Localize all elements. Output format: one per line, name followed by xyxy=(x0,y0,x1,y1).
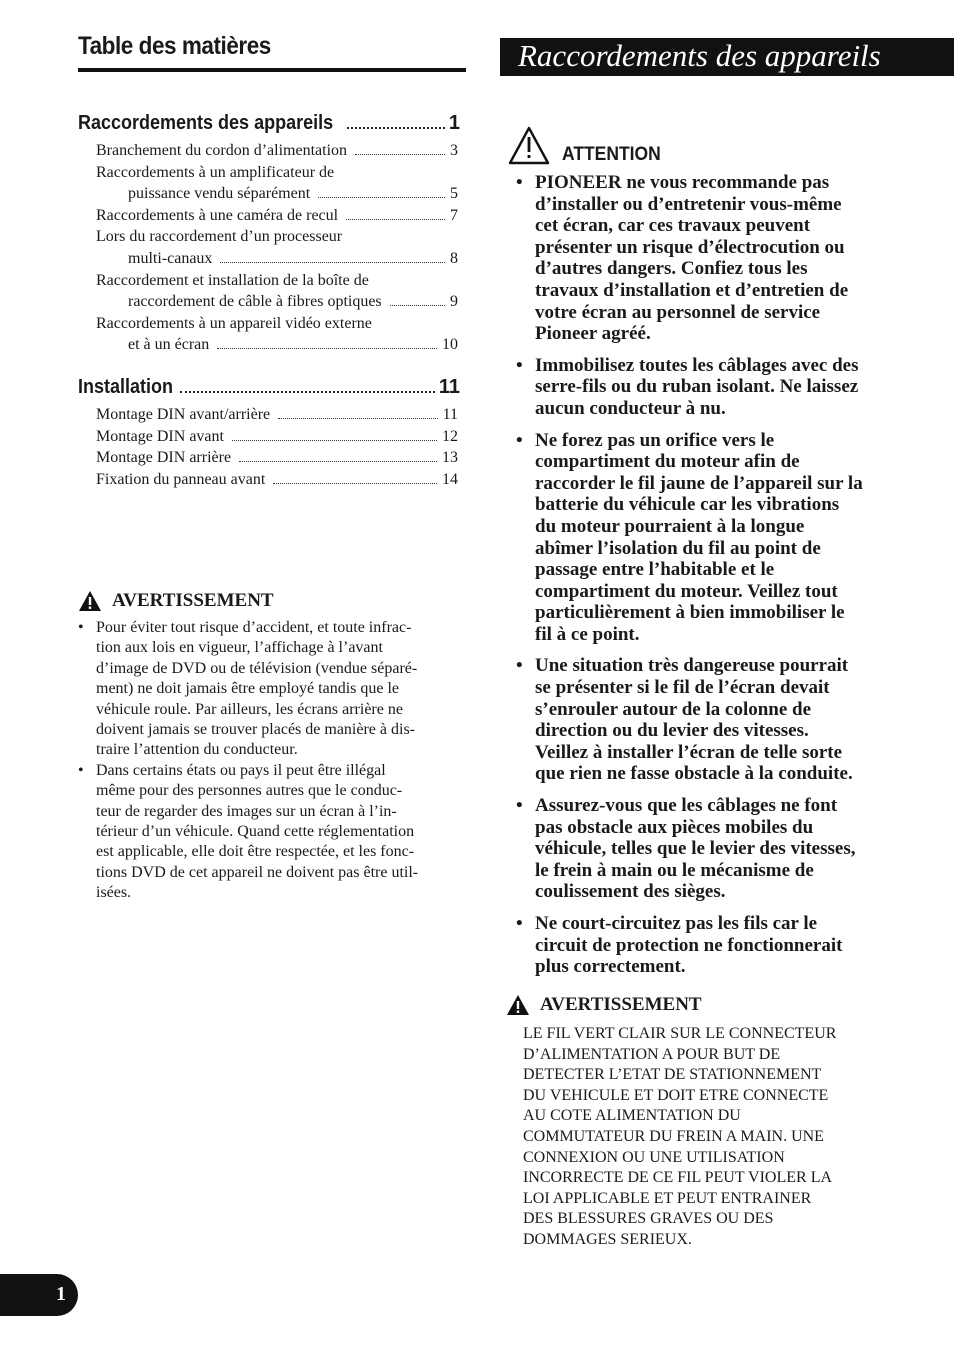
attention-line: passage entre l’habitable et le xyxy=(535,559,775,581)
warning-line: AU COTE ALIMENTATION DU xyxy=(523,1107,741,1125)
toc-section-installation[interactable] xyxy=(78,376,460,404)
toc-item-page: 11 xyxy=(442,405,458,423)
toc-leader xyxy=(180,390,435,393)
warning-line: doivent jamais se trouver placés de manière à dis- xyxy=(96,721,415,739)
warning-line: même pour des personnes autres que le conduc- xyxy=(96,782,403,800)
toc-item-page: 7 xyxy=(450,206,458,224)
attention-triangle-icon xyxy=(508,126,550,166)
attention-line: plus correctement. xyxy=(535,956,686,978)
attention-list xyxy=(508,172,928,978)
toc-item-page: 8 xyxy=(450,249,458,267)
attention-line: coulissement des sièges. xyxy=(535,881,726,903)
toc-leader xyxy=(220,262,445,263)
attention-heading xyxy=(508,122,928,166)
warning-line: véhicule roule. Par ailleurs, les écrans arrière ne xyxy=(96,700,403,718)
toc-item-label: Montage DIN avant xyxy=(96,427,224,445)
warning-line: LE FIL VERT CLAIR SUR LE CONNECTEUR xyxy=(523,1025,837,1042)
warning-line: CONNEXION OU UNE UTILISATION xyxy=(523,1148,785,1166)
warning-line: traire l’attention du conducteur. xyxy=(96,741,298,759)
toc-item-label: Raccordements à une caméra de recul xyxy=(96,206,339,224)
warning-triangle-icon xyxy=(78,590,102,612)
attention-bullet xyxy=(508,430,928,646)
toc-item-label[interactable]: Raccordements à un appareil vidéo externe xyxy=(96,314,372,332)
section-banner xyxy=(500,38,954,76)
bullet-dot-icon: • xyxy=(78,761,84,779)
toc-item-label[interactable]: Raccordement et installation de la boîte de xyxy=(96,271,369,289)
toc-item[interactable] xyxy=(96,334,460,356)
warning-line: térieur d’un véhicule. Quand cette réglementation xyxy=(96,823,415,841)
toc-item-page: 10 xyxy=(442,336,458,354)
attention-line: travaux d’installation et d’entretien de xyxy=(535,279,849,301)
attention-line: batterie du véhicule car les vibrations xyxy=(535,494,840,516)
bullet-dot-icon: • xyxy=(516,655,523,677)
page-number: 1 xyxy=(56,1283,66,1305)
attention-line: le frein à main ou le mécanisme de xyxy=(535,859,814,881)
toc-section-label: Installation xyxy=(78,375,174,398)
warning-line: INCORRECTE DE CE FIL PEUT VIOLER LA xyxy=(523,1169,833,1187)
warning-line: DU VEHICULE ET DOIT ETRE CONNECTE xyxy=(523,1086,829,1104)
warning-line: DETECTER L’ETAT DE STATIONNEMENT xyxy=(523,1066,822,1084)
attention-line: pas obstacle aux pièces mobiles du xyxy=(535,816,814,838)
section-banner-title: Raccordements des appareils xyxy=(518,38,881,73)
attention-box xyxy=(508,122,928,988)
toc-item-label[interactable]: Raccordements à un amplificateur de xyxy=(96,163,335,181)
toc-item-label: et à un écran xyxy=(128,336,210,354)
toc-item-page: 3 xyxy=(450,142,458,159)
attention-line: PIONEER ne vous recommande pas xyxy=(535,172,830,193)
attention-line: véhicule, telles que le levier des vitesses, xyxy=(535,838,856,860)
toc-item-page: 12 xyxy=(442,427,458,445)
warning-list xyxy=(78,618,466,904)
attention-line: Pioneer agréé. xyxy=(535,323,651,345)
warning-heading xyxy=(78,588,466,614)
attention-bullet xyxy=(508,355,928,420)
toc-leader xyxy=(355,154,445,155)
toc-leader xyxy=(346,219,445,220)
toc-item-label: Montage DIN avant/arrière xyxy=(96,405,271,423)
attention-bullet xyxy=(508,172,928,345)
toc-item-page: 14 xyxy=(442,470,458,488)
warning-line: Pour éviter tout risque d’accident, et toute infrac- xyxy=(96,619,412,636)
toc-leader xyxy=(347,126,444,129)
attention-line: serre-fils ou du ruban isolant. Ne laissez xyxy=(535,376,859,398)
toc-title xyxy=(78,32,466,72)
toc-leader xyxy=(390,305,445,306)
attention-bullet xyxy=(508,795,928,903)
warning-bullet xyxy=(78,761,466,904)
attention-line: d’autres dangers. Confiez tous les xyxy=(535,258,808,280)
toc-item-label: Montage DIN arrière xyxy=(96,449,232,467)
toc-item-label: Branchement du cordon d’alimentation xyxy=(96,142,348,159)
toc-section-page: 1 xyxy=(448,112,460,134)
toc-section-page: 11 xyxy=(438,375,460,398)
attention-line: compartiment du moteur. Veillez tout xyxy=(535,580,838,602)
toc-leader xyxy=(273,483,437,484)
attention-line: cet écran, car ces travaux peuvent xyxy=(535,215,811,237)
toc-leader xyxy=(232,440,437,441)
warning-line: D’ALIMENTATION A POUR BUT DE xyxy=(523,1045,781,1063)
warning-line: d’image de DVD ou de télévision (vendue séparé- xyxy=(96,659,418,677)
toc-item-label[interactable]: Lors du raccordement d’un processeur xyxy=(96,228,343,246)
toc-leader xyxy=(278,418,437,419)
toc-leader xyxy=(239,461,437,462)
warning-line: est applicable, elle doit être respectée, et les fonc- xyxy=(96,843,415,861)
toc-item-page: 9 xyxy=(450,293,458,311)
warning-triangle-icon xyxy=(506,994,530,1016)
attention-line: Immobilisez toutes les câblages avec des xyxy=(535,354,859,376)
toc-items xyxy=(96,140,460,356)
warning-line: tion aux lois en vigueur, l’affichage à l’avant xyxy=(96,639,383,657)
bullet-dot-icon: • xyxy=(516,429,523,451)
toc-item[interactable] xyxy=(96,183,460,205)
attention-line: s’enrouler autour de la colonne de xyxy=(535,698,812,720)
toc-item[interactable] xyxy=(96,426,460,448)
attention-line: raccorder le fil jaune de l’appareil sur la xyxy=(535,472,863,494)
page-number-tab xyxy=(0,1274,78,1316)
attention-line: Ne court-circuitez pas les fils car le xyxy=(535,913,818,934)
warning-line: ment) ne doit jamais être employé tandis que le xyxy=(96,680,400,698)
toc-item[interactable] xyxy=(96,291,460,313)
attention-line: présenter un risque d’électrocution ou xyxy=(535,236,845,258)
attention-line: fil à ce point. xyxy=(535,623,640,645)
toc-item-label: puissance vendu séparément xyxy=(128,185,311,203)
attention-line: Ne forez pas un orifice vers le xyxy=(535,429,775,451)
toc-item[interactable] xyxy=(96,469,460,491)
attention-line: abîmer l’isolation du fil au point de xyxy=(535,537,821,559)
warning-title: AVERTISSEMENT xyxy=(540,994,702,1015)
toc-title-text: Table des matières xyxy=(78,32,271,60)
warning-box-right xyxy=(506,992,926,1251)
warning-line: LOI APPLICABLE ET PEUT ENTRAINER xyxy=(523,1189,812,1207)
attention-line: aucun conducteur à nu. xyxy=(535,397,726,419)
toc-item[interactable] xyxy=(96,404,460,426)
attention-line: du moteur pourraient à la longue xyxy=(535,515,805,537)
toc-item[interactable] xyxy=(96,248,460,270)
attention-title: ATTENTION xyxy=(562,144,661,165)
warning-line: DES BLESSURES GRAVES OU DES xyxy=(523,1210,774,1228)
attention-line: d’installer ou d’entretenir vous-même xyxy=(535,193,842,215)
toc-item-page: 13 xyxy=(442,449,458,467)
warning-line: COMMUTATEUR DU FREIN A MAIN. UNE xyxy=(523,1127,824,1145)
toc-leader xyxy=(318,197,445,198)
toc-item-label: raccordement de câble à fibres optiques xyxy=(128,293,382,311)
warning-title: AVERTISSEMENT xyxy=(112,590,274,611)
table-of-contents xyxy=(78,112,460,490)
toc-items xyxy=(96,404,460,490)
warning-caps-text xyxy=(523,1024,926,1251)
attention-line: compartiment du moteur afin de xyxy=(535,451,800,473)
toc-leader xyxy=(217,348,437,349)
toc-item-label: multi-canaux xyxy=(128,249,213,267)
warning-line: teur de regarder des images sur un écran à l’in- xyxy=(96,802,397,820)
warning-line: tions DVD de cet appareil ne doivent pas être util- xyxy=(96,863,419,881)
warning-box-left xyxy=(78,588,466,904)
attention-bullet xyxy=(508,913,928,978)
toc-item[interactable] xyxy=(96,205,460,227)
bullet-dot-icon: • xyxy=(78,619,84,636)
attention-line: Veillez à installer l’écran de telle sorte xyxy=(535,741,843,763)
attention-line: circuit de protection ne fonctionnerait xyxy=(535,934,843,956)
attention-line: direction ou du levier des vitesses. xyxy=(535,720,809,742)
toc-item[interactable] xyxy=(96,447,460,469)
toc-section-label: Raccordements des appareils xyxy=(78,112,334,134)
warning-line: DOMMAGES SERIEUX. xyxy=(523,1230,692,1248)
toc-item-page: 5 xyxy=(450,185,458,203)
attention-line: particulièrement à bien immobiliser le xyxy=(535,602,845,624)
attention-line: Une situation très dangereuse pourrait xyxy=(535,655,849,677)
bullet-dot-icon: • xyxy=(516,172,523,193)
warning-line: isées. xyxy=(96,884,132,902)
warning-heading xyxy=(506,992,926,1018)
warning-bullet xyxy=(78,618,466,761)
bullet-dot-icon: • xyxy=(516,913,523,934)
toc-item[interactable] xyxy=(96,140,460,162)
attention-line: votre écran au personnel de service xyxy=(535,301,821,323)
attention-bullet xyxy=(508,655,928,785)
attention-line: Assurez-vous que les câblages ne font xyxy=(535,795,838,817)
bullet-dot-icon: • xyxy=(516,354,523,376)
attention-line: se présenter si le fil de l’écran devait xyxy=(535,677,830,699)
warning-line: Dans certains états ou pays il peut être illégal xyxy=(96,761,386,779)
bullet-dot-icon: • xyxy=(516,795,523,817)
toc-section-raccordements[interactable] xyxy=(78,112,460,140)
toc-item-label: Fixation du panneau avant xyxy=(96,470,266,488)
attention-line: que rien ne fasse obstacle à la conduite. xyxy=(535,763,853,785)
